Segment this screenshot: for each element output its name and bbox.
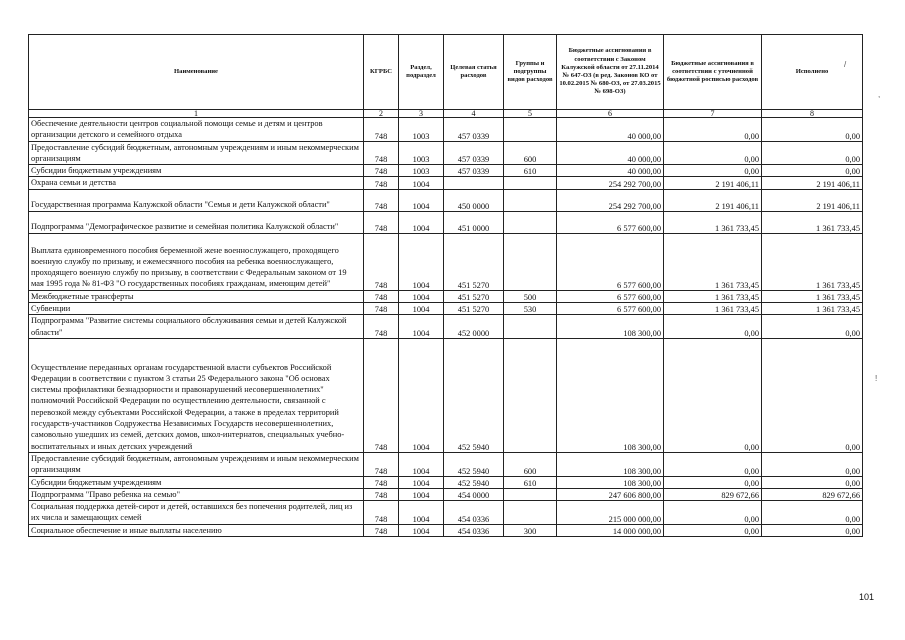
row-executed: 1 361 733,45 <box>762 211 863 233</box>
row-approved: 215 000 000,00 <box>557 501 664 525</box>
row-executed: 1 361 733,45 <box>762 303 863 315</box>
row-target <box>444 177 504 189</box>
row-refined: 0,00 <box>664 476 762 488</box>
table-row <box>29 177 863 189</box>
row-target: 451 5270 <box>444 233 504 290</box>
table-row <box>29 118 863 142</box>
row-executed: 0,00 <box>762 141 863 165</box>
row-approved: 6 577 600,00 <box>557 211 664 233</box>
row-section: 1004 <box>399 501 444 525</box>
row-group <box>504 118 557 142</box>
row-kgrbs: 748 <box>364 315 399 339</box>
table-row <box>29 233 863 290</box>
table-row <box>29 476 863 488</box>
row-target: 457 0339 <box>444 141 504 165</box>
row-group <box>504 501 557 525</box>
row-name: Социальная поддержка детей-сирот и детей, оставшихся без попечения родителей, лиц из их числа и замещающих семей <box>29 501 364 525</box>
row-approved: 6 577 600,00 <box>557 290 664 302</box>
row-section: 1004 <box>399 189 444 211</box>
table-row <box>29 524 863 536</box>
row-group: 610 <box>504 165 557 177</box>
row-executed: 2 191 406,11 <box>762 189 863 211</box>
row-group <box>504 211 557 233</box>
row-name: Межбюджетные трансферты <box>29 290 364 302</box>
row-kgrbs: 748 <box>364 211 399 233</box>
header-row <box>29 35 863 110</box>
table-row <box>29 211 863 233</box>
column-number: 6 <box>557 110 664 118</box>
table-row <box>29 189 863 211</box>
row-refined: 0,00 <box>664 118 762 142</box>
row-kgrbs: 748 <box>364 165 399 177</box>
row-section: 1003 <box>399 165 444 177</box>
row-executed: 0,00 <box>762 118 863 142</box>
row-name: Субвенции <box>29 303 364 315</box>
row-approved: 254 292 700,00 <box>557 177 664 189</box>
row-refined: 0,00 <box>664 524 762 536</box>
column-number: 2 <box>364 110 399 118</box>
row-refined: 0,00 <box>664 452 762 476</box>
header-group: Группы и подгруппы видов расходов <box>504 35 557 110</box>
row-section: 1004 <box>399 315 444 339</box>
row-approved: 108 300,00 <box>557 452 664 476</box>
row-executed: 0,00 <box>762 452 863 476</box>
row-name: Субсидии бюджетным учреждениям <box>29 165 364 177</box>
row-target: 454 0336 <box>444 524 504 536</box>
row-section: 1004 <box>399 338 444 452</box>
header-target: Целевая статья расходов <box>444 35 504 110</box>
row-executed: 2 191 406,11 <box>762 177 863 189</box>
row-executed: 1 361 733,45 <box>762 233 863 290</box>
table-row <box>29 452 863 476</box>
header-approved: Бюджетные ассигнования в соответствии с Законом Калужской области от 27.11.2014 № 647-ОЗ (в ред. Законов КО от 10.02.2015 № 680-ОЗ, от 27.03.2015 № 698-ОЗ) <box>557 35 664 110</box>
row-approved: 108 300,00 <box>557 315 664 339</box>
row-name: Подпрограмма "Демографическое развитие и семейная политика Калужской области" <box>29 211 364 233</box>
row-executed: 0,00 <box>762 338 863 452</box>
table-row <box>29 303 863 315</box>
header-refined: Бюджетные ассигнования в соответствии с уточненной бюджетной росписью расходов <box>664 35 762 110</box>
row-target: 452 5940 <box>444 338 504 452</box>
scan-mark: ! <box>875 374 878 383</box>
row-section: 1004 <box>399 211 444 233</box>
row-executed: 1 361 733,45 <box>762 290 863 302</box>
table-row <box>29 290 863 302</box>
row-section: 1004 <box>399 290 444 302</box>
row-group: 530 <box>504 303 557 315</box>
row-group <box>504 338 557 452</box>
header-section: Раздел, подраздел <box>399 35 444 110</box>
row-kgrbs: 748 <box>364 177 399 189</box>
table-row <box>29 165 863 177</box>
row-group <box>504 189 557 211</box>
row-refined: 1 361 733,45 <box>664 233 762 290</box>
row-executed: 0,00 <box>762 476 863 488</box>
row-kgrbs: 748 <box>364 476 399 488</box>
row-section: 1003 <box>399 118 444 142</box>
row-refined: 2 191 406,11 <box>664 177 762 189</box>
row-section: 1004 <box>399 303 444 315</box>
row-target: 452 5940 <box>444 476 504 488</box>
row-kgrbs: 748 <box>364 290 399 302</box>
row-refined: 0,00 <box>664 338 762 452</box>
row-refined: 1 361 733,45 <box>664 211 762 233</box>
row-section: 1003 <box>399 141 444 165</box>
page-number: 101 <box>859 592 875 602</box>
scan-mark: / <box>844 60 847 69</box>
row-name: Субсидии бюджетным учреждениям <box>29 476 364 488</box>
row-target: 451 5270 <box>444 290 504 302</box>
budget-table-body <box>29 118 863 537</box>
row-name: Предоставление субсидий бюджетным, автономным учреждениям и иным некоммерческим организациям <box>29 141 364 165</box>
row-refined: 2 191 406,11 <box>664 189 762 211</box>
row-approved: 108 300,00 <box>557 338 664 452</box>
row-name: Подпрограмма "Право ребенка на семью" <box>29 488 364 500</box>
table-row <box>29 315 863 339</box>
row-name: Осуществление переданных органам государственной власти субъектов Российской Федерации в соответствии с пунктом 3 статьи 25 Федерального закона "Об основах системы профилактики безнадзорности и правонарушений несовершеннолетних" полномочий Российской Федерации по осуществлению деятельности, связанной с перевозкой между субъектами Российской Федерации, а также в пределах территорий государств-участников Содружества Независимых Государств несовершеннолетних, самовольно ушедших из семей, детских домов, школ-интернатов, специальных учебно-воспитательных и иных детских учреждений <box>29 338 364 452</box>
column-number: 8 <box>762 110 863 118</box>
scan-mark: , <box>878 90 881 99</box>
row-section: 1004 <box>399 476 444 488</box>
row-kgrbs: 748 <box>364 303 399 315</box>
row-refined: 1 361 733,45 <box>664 290 762 302</box>
row-section: 1004 <box>399 233 444 290</box>
row-executed: 0,00 <box>762 501 863 525</box>
row-kgrbs: 748 <box>364 338 399 452</box>
row-section: 1004 <box>399 452 444 476</box>
row-target: 452 0000 <box>444 315 504 339</box>
header-name: Наименование <box>29 35 364 110</box>
row-approved: 40 000,00 <box>557 165 664 177</box>
row-group: 500 <box>504 290 557 302</box>
row-executed: 0,00 <box>762 315 863 339</box>
row-approved: 40 000,00 <box>557 118 664 142</box>
row-approved: 40 000,00 <box>557 141 664 165</box>
row-approved: 254 292 700,00 <box>557 189 664 211</box>
row-target: 451 5270 <box>444 303 504 315</box>
row-group <box>504 177 557 189</box>
row-kgrbs: 748 <box>364 452 399 476</box>
row-group: 300 <box>504 524 557 536</box>
row-approved: 247 606 800,00 <box>557 488 664 500</box>
row-kgrbs: 748 <box>364 189 399 211</box>
column-number: 4 <box>444 110 504 118</box>
row-kgrbs: 748 <box>364 233 399 290</box>
row-name: Государственная программа Калужской области "Семья и дети Калужской области" <box>29 189 364 211</box>
row-approved: 6 577 600,00 <box>557 233 664 290</box>
row-name: Подпрограмма "Развитие системы социального обслуживания семьи и детей Калужской области" <box>29 315 364 339</box>
row-name: Выплата единовременного пособия беременной жене военнослужащего, проходящего военную службу по призыву, и ежемесячного пособия на ребенка военнослужащего, проходящего военную службу по призыву, в соответствии с Федеральным законом от 19 мая 1995 года № 81-ФЗ "О государственных пособиях гражданам, имеющим детей" <box>29 233 364 290</box>
column-number: 5 <box>504 110 557 118</box>
row-executed: 829 672,66 <box>762 488 863 500</box>
row-group: 600 <box>504 452 557 476</box>
table-row <box>29 488 863 500</box>
row-target: 457 0339 <box>444 118 504 142</box>
row-group <box>504 233 557 290</box>
table-row <box>29 338 863 452</box>
row-target: 454 0336 <box>444 501 504 525</box>
row-executed: 0,00 <box>762 524 863 536</box>
budget-table <box>28 34 863 537</box>
column-number: 3 <box>399 110 444 118</box>
row-kgrbs: 748 <box>364 488 399 500</box>
row-refined: 0,00 <box>664 141 762 165</box>
row-approved: 108 300,00 <box>557 476 664 488</box>
row-group: 600 <box>504 141 557 165</box>
row-name: Охрана семьи и детства <box>29 177 364 189</box>
row-refined: 1 361 733,45 <box>664 303 762 315</box>
row-target: 451 0000 <box>444 211 504 233</box>
row-name: Социальное обеспечение и иные выплаты населению <box>29 524 364 536</box>
row-section: 1004 <box>399 524 444 536</box>
header-kgrbs: КГРБС <box>364 35 399 110</box>
row-kgrbs: 748 <box>364 501 399 525</box>
row-refined: 829 672,66 <box>664 488 762 500</box>
row-group <box>504 315 557 339</box>
row-target: 452 5940 <box>444 452 504 476</box>
table-row <box>29 501 863 525</box>
row-refined: 0,00 <box>664 315 762 339</box>
row-target: 457 0339 <box>444 165 504 177</box>
column-number: 7 <box>664 110 762 118</box>
row-kgrbs: 748 <box>364 524 399 536</box>
column-number-row <box>29 110 863 118</box>
row-section: 1004 <box>399 488 444 500</box>
row-kgrbs: 748 <box>364 141 399 165</box>
row-approved: 6 577 600,00 <box>557 303 664 315</box>
row-refined: 0,00 <box>664 165 762 177</box>
row-kgrbs: 748 <box>364 118 399 142</box>
row-name: Обеспечение деятельности центров социальной помощи семье и детям и центров организации детского и семейного отдыха <box>29 118 364 142</box>
header-executed: Исполнено <box>762 35 863 110</box>
table-row <box>29 141 863 165</box>
row-refined: 0,00 <box>664 501 762 525</box>
row-group: 610 <box>504 476 557 488</box>
row-section: 1004 <box>399 177 444 189</box>
row-group <box>504 488 557 500</box>
column-number: 1 <box>29 110 364 118</box>
row-executed: 0,00 <box>762 165 863 177</box>
row-name: Предоставление субсидий бюджетным, автономным учреждениям и иным некоммерческим организациям <box>29 452 364 476</box>
row-approved: 14 000 000,00 <box>557 524 664 536</box>
row-target: 454 0000 <box>444 488 504 500</box>
row-target: 450 0000 <box>444 189 504 211</box>
